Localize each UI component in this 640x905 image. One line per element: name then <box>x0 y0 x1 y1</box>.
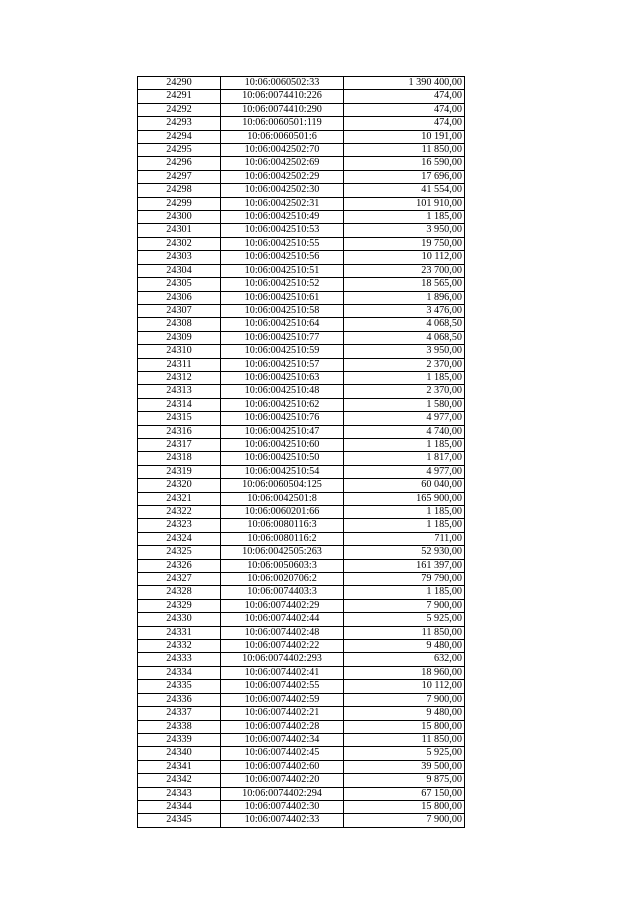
cadastral-number-cell: 10:06:0060201:66 <box>221 506 344 519</box>
amount-cell: 1 580,00 <box>344 398 465 411</box>
table-row <box>138 586 465 599</box>
row-number-cell: 24341 <box>138 760 221 773</box>
table-row <box>138 425 465 438</box>
amount-cell: 52 930,00 <box>344 546 465 559</box>
cadastral-number-cell: 10:06:0074402:294 <box>221 787 344 800</box>
amount-cell: 4 977,00 <box>344 412 465 425</box>
amount-cell: 11 850,00 <box>344 626 465 639</box>
row-number-cell: 24296 <box>138 157 221 170</box>
table-row <box>138 800 465 813</box>
table-row <box>138 157 465 170</box>
amount-cell: 5 925,00 <box>344 747 465 760</box>
table-row <box>138 211 465 224</box>
table-row <box>138 680 465 693</box>
table-row <box>138 693 465 706</box>
cadastral-number-cell: 10:06:0074410:226 <box>221 90 344 103</box>
cadastral-number-cell: 10:06:0060504:125 <box>221 479 344 492</box>
cadastral-number-cell: 10:06:0042502:29 <box>221 170 344 183</box>
cadastral-number-cell: 10:06:0074402:293 <box>221 653 344 666</box>
table-row <box>138 559 465 572</box>
row-number-cell: 24323 <box>138 519 221 532</box>
cadastral-number-cell: 10:06:0042510:76 <box>221 412 344 425</box>
table-row <box>138 304 465 317</box>
row-number-cell: 24328 <box>138 586 221 599</box>
document-page <box>137 76 461 828</box>
table-row <box>138 666 465 679</box>
table-row <box>138 224 465 237</box>
amount-cell: 9 875,00 <box>344 774 465 787</box>
table-row <box>138 438 465 451</box>
row-number-cell: 24338 <box>138 720 221 733</box>
cadastral-number-cell: 10:06:0042502:69 <box>221 157 344 170</box>
row-number-cell: 24345 <box>138 814 221 827</box>
amount-cell: 60 040,00 <box>344 479 465 492</box>
table-row <box>138 144 465 157</box>
table-row <box>138 251 465 264</box>
cadastral-number-cell: 10:06:0042510:49 <box>221 211 344 224</box>
amount-cell: 161 397,00 <box>344 559 465 572</box>
table-row <box>138 814 465 827</box>
cadastral-number-cell: 10:06:0042510:53 <box>221 224 344 237</box>
amount-cell: 1 390 400,00 <box>344 77 465 90</box>
cadastral-number-cell: 10:06:0074402:21 <box>221 707 344 720</box>
row-number-cell: 24320 <box>138 479 221 492</box>
cadastral-number-cell: 10:06:0074402:34 <box>221 733 344 746</box>
cadastral-number-cell: 10:06:0074410:290 <box>221 103 344 116</box>
row-number-cell: 24310 <box>138 345 221 358</box>
amount-cell: 1 817,00 <box>344 452 465 465</box>
amount-cell: 3 950,00 <box>344 345 465 358</box>
cadastral-number-cell: 10:06:0074402:29 <box>221 599 344 612</box>
cadastral-number-cell: 10:06:0060502:33 <box>221 77 344 90</box>
cadastral-number-cell: 10:06:0042510:77 <box>221 331 344 344</box>
cadastral-number-cell: 10:06:0020706:2 <box>221 573 344 586</box>
cadastral-number-cell: 10:06:0074402:44 <box>221 613 344 626</box>
row-number-cell: 24309 <box>138 331 221 344</box>
amount-cell: 474,00 <box>344 117 465 130</box>
table-row <box>138 371 465 384</box>
amount-cell: 2 370,00 <box>344 385 465 398</box>
cadastral-number-cell: 10:06:0060501:6 <box>221 130 344 143</box>
amount-cell: 7 900,00 <box>344 599 465 612</box>
row-number-cell: 24317 <box>138 438 221 451</box>
table-row <box>138 318 465 331</box>
amount-cell: 3 950,00 <box>344 224 465 237</box>
cadastral-number-cell: 10:06:0042510:51 <box>221 264 344 277</box>
amount-cell: 18 960,00 <box>344 666 465 679</box>
amount-cell: 79 790,00 <box>344 573 465 586</box>
row-number-cell: 24300 <box>138 211 221 224</box>
cadastral-number-cell: 10:06:0074402:41 <box>221 666 344 679</box>
amount-cell: 165 900,00 <box>344 492 465 505</box>
amount-cell: 23 700,00 <box>344 264 465 277</box>
row-number-cell: 24325 <box>138 546 221 559</box>
row-number-cell: 24303 <box>138 251 221 264</box>
table-row <box>138 640 465 653</box>
table-row <box>138 278 465 291</box>
cadastral-number-cell: 10:06:0042510:57 <box>221 358 344 371</box>
amount-cell: 9 480,00 <box>344 707 465 720</box>
cadastral-number-cell: 10:06:0042510:54 <box>221 465 344 478</box>
amount-cell: 1 185,00 <box>344 211 465 224</box>
cadastral-number-cell: 10:06:0074402:28 <box>221 720 344 733</box>
amount-cell: 9 480,00 <box>344 640 465 653</box>
cadastral-number-cell: 10:06:0074402:20 <box>221 774 344 787</box>
cadastral-number-cell: 10:06:0074402:22 <box>221 640 344 653</box>
table-row <box>138 184 465 197</box>
table-row <box>138 77 465 90</box>
amount-cell: 101 910,00 <box>344 197 465 210</box>
cadastral-number-cell: 10:06:0042510:58 <box>221 304 344 317</box>
table-row <box>138 506 465 519</box>
table-row <box>138 103 465 116</box>
row-number-cell: 24332 <box>138 640 221 653</box>
table-row <box>138 599 465 612</box>
cadastral-number-cell: 10:06:0042502:31 <box>221 197 344 210</box>
row-number-cell: 24321 <box>138 492 221 505</box>
table-row <box>138 264 465 277</box>
table-row <box>138 626 465 639</box>
cadastral-number-cell: 10:06:0074402:45 <box>221 747 344 760</box>
amount-cell: 474,00 <box>344 103 465 116</box>
row-number-cell: 24327 <box>138 573 221 586</box>
row-number-cell: 24302 <box>138 237 221 250</box>
table-row <box>138 170 465 183</box>
ledger-table <box>137 76 465 828</box>
row-number-cell: 24342 <box>138 774 221 787</box>
cadastral-number-cell: 10:06:0074403:3 <box>221 586 344 599</box>
amount-cell: 41 554,00 <box>344 184 465 197</box>
amount-cell: 10 191,00 <box>344 130 465 143</box>
cadastral-number-cell: 10:06:0074402:33 <box>221 814 344 827</box>
cadastral-number-cell: 10:06:0042510:52 <box>221 278 344 291</box>
amount-cell: 11 850,00 <box>344 733 465 746</box>
cadastral-number-cell: 10:06:0042510:56 <box>221 251 344 264</box>
table-row <box>138 653 465 666</box>
row-number-cell: 24322 <box>138 506 221 519</box>
amount-cell: 632,00 <box>344 653 465 666</box>
table-row <box>138 130 465 143</box>
amount-cell: 10 112,00 <box>344 251 465 264</box>
row-number-cell: 24298 <box>138 184 221 197</box>
amount-cell: 11 850,00 <box>344 144 465 157</box>
cadastral-number-cell: 10:06:0042510:63 <box>221 371 344 384</box>
cadastral-number-cell: 10:06:0042510:48 <box>221 385 344 398</box>
row-number-cell: 24291 <box>138 90 221 103</box>
amount-cell: 3 476,00 <box>344 304 465 317</box>
cadastral-number-cell: 10:06:0042510:62 <box>221 398 344 411</box>
table-row <box>138 385 465 398</box>
table-row <box>138 573 465 586</box>
cadastral-number-cell: 10:06:0042510:55 <box>221 237 344 250</box>
row-number-cell: 24305 <box>138 278 221 291</box>
amount-cell: 4 977,00 <box>344 465 465 478</box>
row-number-cell: 24292 <box>138 103 221 116</box>
row-number-cell: 24312 <box>138 371 221 384</box>
row-number-cell: 24314 <box>138 398 221 411</box>
table-row <box>138 760 465 773</box>
cadastral-number-cell: 10:06:0042510:61 <box>221 291 344 304</box>
cadastral-number-cell: 10:06:0042510:47 <box>221 425 344 438</box>
table-row <box>138 291 465 304</box>
amount-cell: 7 900,00 <box>344 814 465 827</box>
table-row <box>138 479 465 492</box>
row-number-cell: 24307 <box>138 304 221 317</box>
row-number-cell: 24297 <box>138 170 221 183</box>
amount-cell: 1 896,00 <box>344 291 465 304</box>
row-number-cell: 24306 <box>138 291 221 304</box>
cadastral-number-cell: 10:06:0042510:64 <box>221 318 344 331</box>
row-number-cell: 24331 <box>138 626 221 639</box>
amount-cell: 15 800,00 <box>344 720 465 733</box>
row-number-cell: 24340 <box>138 747 221 760</box>
amount-cell: 10 112,00 <box>344 680 465 693</box>
table-row <box>138 546 465 559</box>
table-row <box>138 90 465 103</box>
amount-cell: 5 925,00 <box>344 613 465 626</box>
cadastral-number-cell: 10:06:0074402:30 <box>221 800 344 813</box>
amount-cell: 4 740,00 <box>344 425 465 438</box>
table-row <box>138 787 465 800</box>
row-number-cell: 24313 <box>138 385 221 398</box>
cadastral-number-cell: 10:06:0042502:70 <box>221 144 344 157</box>
amount-cell: 1 185,00 <box>344 586 465 599</box>
table-row <box>138 707 465 720</box>
table-row <box>138 452 465 465</box>
row-number-cell: 24294 <box>138 130 221 143</box>
ledger-table-body <box>138 77 465 828</box>
cadastral-number-cell: 10:06:0042510:59 <box>221 345 344 358</box>
row-number-cell: 24336 <box>138 693 221 706</box>
cadastral-number-cell: 10:06:0042502:30 <box>221 184 344 197</box>
table-row <box>138 398 465 411</box>
row-number-cell: 24299 <box>138 197 221 210</box>
table-row <box>138 358 465 371</box>
cadastral-number-cell: 10:06:0074402:60 <box>221 760 344 773</box>
row-number-cell: 24318 <box>138 452 221 465</box>
row-number-cell: 24319 <box>138 465 221 478</box>
cadastral-number-cell: 10:06:0080116:3 <box>221 519 344 532</box>
table-row <box>138 492 465 505</box>
row-number-cell: 24304 <box>138 264 221 277</box>
amount-cell: 1 185,00 <box>344 438 465 451</box>
table-row <box>138 747 465 760</box>
table-row <box>138 465 465 478</box>
amount-cell: 4 068,50 <box>344 318 465 331</box>
row-number-cell: 24339 <box>138 733 221 746</box>
row-number-cell: 24334 <box>138 666 221 679</box>
amount-cell: 1 185,00 <box>344 506 465 519</box>
cadastral-number-cell: 10:06:0042501:8 <box>221 492 344 505</box>
amount-cell: 18 565,00 <box>344 278 465 291</box>
amount-cell: 16 590,00 <box>344 157 465 170</box>
table-row <box>138 532 465 545</box>
amount-cell: 2 370,00 <box>344 358 465 371</box>
row-number-cell: 24316 <box>138 425 221 438</box>
amount-cell: 1 185,00 <box>344 371 465 384</box>
table-row <box>138 774 465 787</box>
table-row <box>138 345 465 358</box>
row-number-cell: 24301 <box>138 224 221 237</box>
cadastral-number-cell: 10:06:0042510:50 <box>221 452 344 465</box>
table-row <box>138 412 465 425</box>
row-number-cell: 24333 <box>138 653 221 666</box>
row-number-cell: 24293 <box>138 117 221 130</box>
amount-cell: 7 900,00 <box>344 693 465 706</box>
row-number-cell: 24311 <box>138 358 221 371</box>
table-row <box>138 613 465 626</box>
row-number-cell: 24290 <box>138 77 221 90</box>
amount-cell: 15 800,00 <box>344 800 465 813</box>
table-row <box>138 519 465 532</box>
amount-cell: 474,00 <box>344 90 465 103</box>
row-number-cell: 24344 <box>138 800 221 813</box>
cadastral-number-cell: 10:06:0042510:60 <box>221 438 344 451</box>
amount-cell: 39 500,00 <box>344 760 465 773</box>
cadastral-number-cell: 10:06:0050603:3 <box>221 559 344 572</box>
row-number-cell: 24308 <box>138 318 221 331</box>
amount-cell: 17 696,00 <box>344 170 465 183</box>
cadastral-number-cell: 10:06:0042505:263 <box>221 546 344 559</box>
cadastral-number-cell: 10:06:0074402:55 <box>221 680 344 693</box>
amount-cell: 4 068,50 <box>344 331 465 344</box>
table-row <box>138 733 465 746</box>
amount-cell: 67 150,00 <box>344 787 465 800</box>
cadastral-number-cell: 10:06:0060501:119 <box>221 117 344 130</box>
row-number-cell: 24295 <box>138 144 221 157</box>
table-row <box>138 720 465 733</box>
table-row <box>138 331 465 344</box>
cadastral-number-cell: 10:06:0074402:59 <box>221 693 344 706</box>
row-number-cell: 24337 <box>138 707 221 720</box>
row-number-cell: 24326 <box>138 559 221 572</box>
amount-cell: 711,00 <box>344 532 465 545</box>
row-number-cell: 24335 <box>138 680 221 693</box>
row-number-cell: 24329 <box>138 599 221 612</box>
row-number-cell: 24330 <box>138 613 221 626</box>
row-number-cell: 24315 <box>138 412 221 425</box>
table-row <box>138 117 465 130</box>
amount-cell: 1 185,00 <box>344 519 465 532</box>
table-row <box>138 237 465 250</box>
table-row <box>138 197 465 210</box>
cadastral-number-cell: 10:06:0080116:2 <box>221 532 344 545</box>
amount-cell: 19 750,00 <box>344 237 465 250</box>
row-number-cell: 24343 <box>138 787 221 800</box>
row-number-cell: 24324 <box>138 532 221 545</box>
cadastral-number-cell: 10:06:0074402:48 <box>221 626 344 639</box>
